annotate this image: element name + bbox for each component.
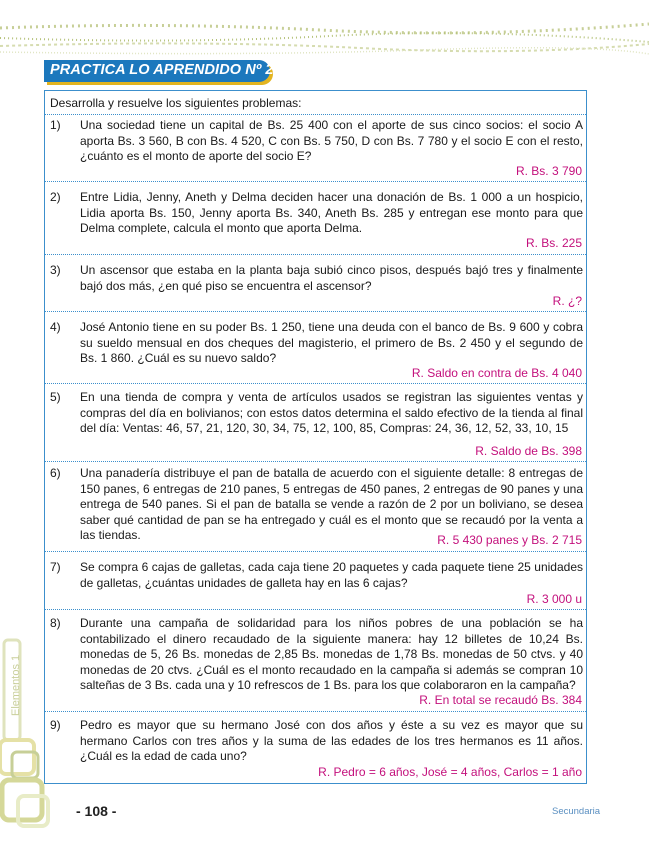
problem-answer: R. Bs. 225 (525, 236, 582, 250)
separator (45, 254, 586, 255)
problem-answer: R. Saldo en contra de Bs. 4 040 (411, 366, 582, 380)
problem-number: 3) (50, 263, 61, 277)
separator (45, 461, 586, 462)
page-title: PRACTICA LO APRENDIDO Nº 24 (50, 62, 282, 78)
separator (45, 114, 586, 115)
problem-text: Una panadería distribuye el pan de batalla de acuerdo con el siguiente detalle: 8 entregas de 150 panes, 6 entregas de 210 panes, 5 entregas de 450 panes, 2 entregas de 90 panes y una entrega de 540 panes. Si el pan de batalla se vende a razón de 2 por un boliviano, se desea saber qué cantidad de pan se ha entregado y cuál es el monto que se recaudó por la venta a las tiendas. (80, 466, 583, 543)
separator (45, 609, 586, 610)
separator (45, 311, 586, 312)
page-number: - 108 - (76, 803, 117, 819)
problem-text: Durante una campaña de solidaridad para los niños pobres de una población se ha contabilizado el dinero recaudado de la siguiente manera: hay 12 billetes de 10,24 Bs. monedas de 5, 26 Bs. monedas de 2,85 Bs. monedas de 1,78 Bs. monedas de 50 ctvs. y 40 monedas de 20 ctvs. ¿Cuál es el monto recaudado en la campaña si además se compran 10 salteñas de 3 Bs. cada una y 10 refrescos de 1 Bs. para los que colaboraron en la campaña? (80, 616, 583, 693)
problem-number: 1) (50, 118, 61, 132)
problem-text: Se compra 6 cajas de galletas, cada caja tiene 20 paquetes y cada paquete tiene 25 unidades de galletas, ¿cuántas unidades de galleta hay en las 6 cajas? (80, 560, 583, 590)
problem-answer: R. Pedro = 6 años, José = 4 años, Carlos = 1 año (318, 765, 582, 779)
problem-number: 8) (50, 616, 61, 630)
problem-number: 7) (50, 560, 61, 574)
problem-number: 5) (50, 390, 61, 404)
problem-text: En una tienda de compra y venta de artículos usados se registran las siguientes ventas y compras del día en bolivianos; con estos datos determina el saldo efectivo de la tienda al final del día: Ventas: 46, 57, 21, 120, 30, 34, 75, 12, 100, 85, Compras: 24, 36, 12, 52, 33, 10, 15 (80, 390, 583, 436)
problem-text: José Antonio tiene en su poder Bs. 1 250, tiene una deuda con el banco de Bs. 9 600 y cobra su sueldo mensual en dos cheques del magisterio, el primero de Bs. 2 450 y el segundo de Bs. 1 860. ¿Cuál es su nuevo saldo? (80, 320, 583, 366)
instructions-text: Desarrolla y resuelve los siguientes problemas: (50, 96, 302, 110)
separator (45, 711, 586, 712)
problem-number: 2) (50, 190, 61, 204)
problem-text: Un ascensor que estaba en la planta baja subió cinco pisos, después bajó tres y finalmente bajó dos más, ¿en qué piso se encuentra el ascensor? (80, 263, 583, 293)
problem-answer: R. ¿? (552, 294, 582, 308)
separator (45, 551, 586, 552)
separator (45, 383, 586, 384)
problem-number: 9) (50, 718, 61, 732)
problem-text: Pedro es mayor que su hermano José con dos años y éste a su vez es mayor que su hermano Carlos con tres años y la suma de las edades de los tres hermanos es 11 años. ¿Cuál es la edad de cada uno? (80, 718, 583, 764)
footer-section-label: Secundaria (552, 806, 601, 817)
problem-number: 4) (50, 320, 61, 334)
problem-text: Entre Lidia, Jenny, Aneth y Delma deciden hacer una donación de Bs. 1 000 a un hospicio, Lidia aporta Bs. 150, Jenny aporta Bs. 340, Aneth Bs. 285 y entregan ese monto para que Delma complete, calcula el monto que aporta Delma. (80, 190, 583, 236)
problem-answer: R. 3 000 u (526, 592, 582, 606)
section-title-tab (44, 60, 282, 82)
side-section-label: Elementos 1 (10, 654, 22, 716)
problem-number: 6) (50, 466, 61, 480)
separator (45, 181, 586, 182)
problem-answer: R. 5 430 panes y Bs. 2 715 (437, 533, 582, 547)
problems-box (44, 90, 587, 784)
problem-text: Una sociedad tiene un capital de Bs. 25 400 con el aporte de sus cinco socios: el socio A aporta Bs. 3 560, B con Bs. 4 520, C con Bs. 5 750, D con Bs. 7 780 y el socio E con el resto, ¿cuánto es el monto de aporte del socio E? (80, 118, 583, 164)
problem-answer: R. Bs. 3 790 (515, 164, 582, 178)
top-decorative-border (0, 0, 649, 60)
problem-answer: R. Saldo de Bs. 398 (475, 444, 582, 458)
problem-answer: R. En total se recaudó Bs. 384 (419, 693, 582, 707)
